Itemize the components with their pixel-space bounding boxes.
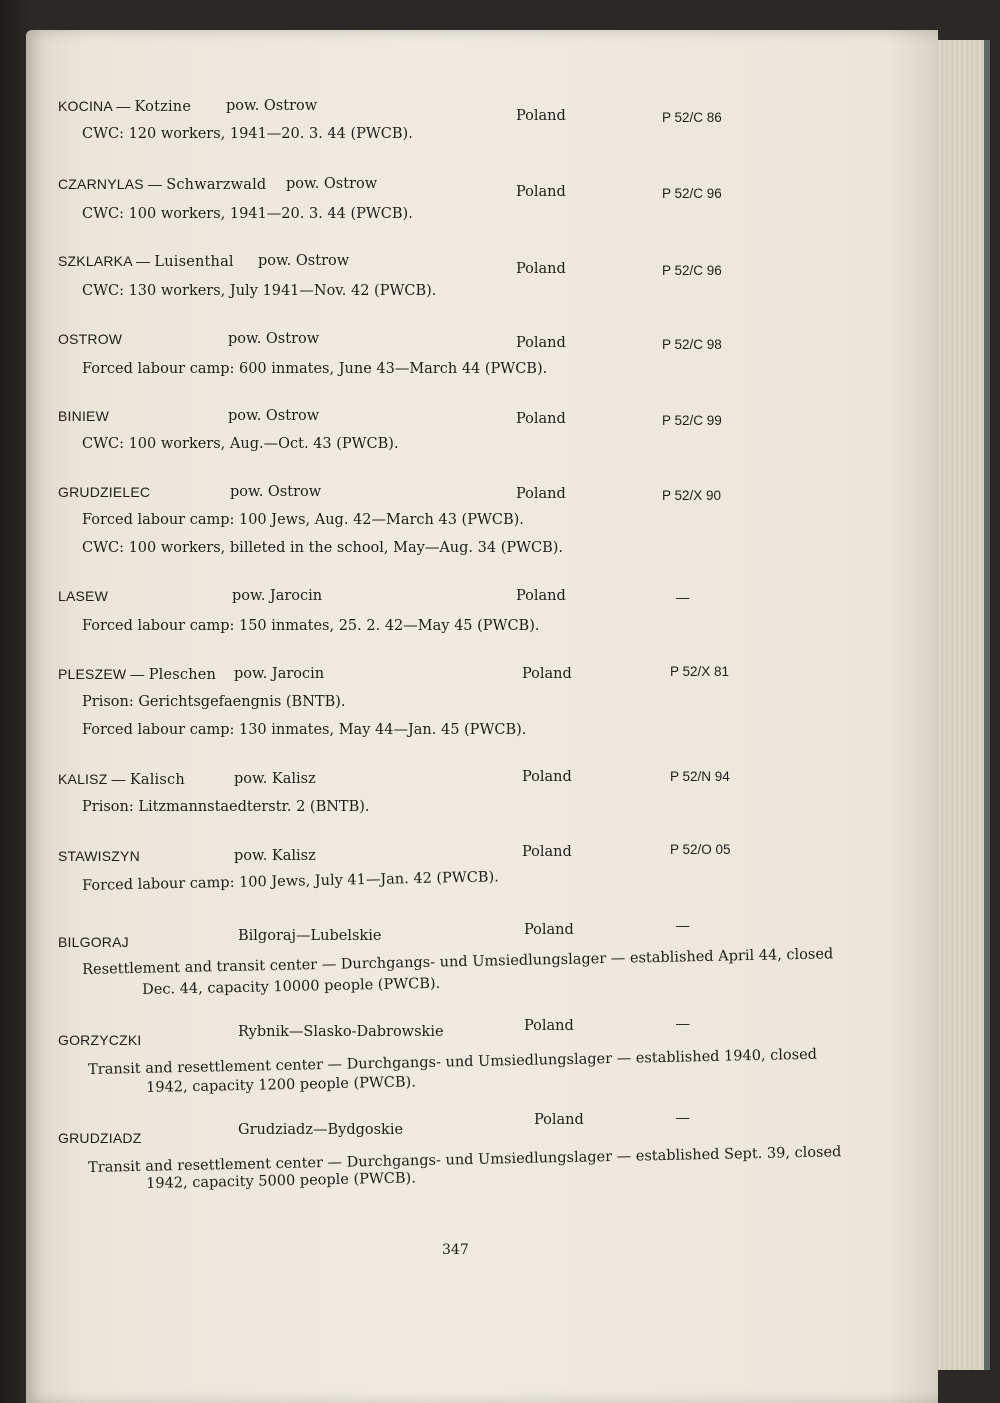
map-ref: — (676, 1110, 690, 1125)
district: pow. Ostrow (228, 408, 320, 424)
entry-line: CWC: 100 workers, billeted in the school, May—Aug. 34 (PWCB). (82, 540, 564, 556)
country: Poland (516, 588, 566, 604)
district: pow. Ostrow (258, 253, 350, 269)
entry-continuation: 1942, capacity 5000 people (PWCB). (146, 1170, 417, 1192)
place-name: GRUDZIADZ (58, 1130, 142, 1146)
entry-continuation: 1942, capacity 1200 people (PWCB). (146, 1074, 417, 1096)
district: pow. Ostrow (230, 484, 322, 500)
country: Poland (522, 769, 572, 785)
page-number: 347 (442, 1242, 469, 1258)
country: Poland (516, 411, 566, 427)
entry-line: Prison: Litzmannstaedterstr. 2 (BNTB). (82, 799, 370, 815)
map-ref: P 52/C 96 (662, 263, 722, 278)
entry-line: Forced labour camp: 150 inmates, 25. 2. 42—May 45 (PWCB). (82, 618, 540, 634)
place-name: STAWISZYN (58, 848, 140, 864)
place-name: OSTROW (58, 331, 123, 347)
entry-line: Forced labour camp: 600 inmates, June 43—March 44 (PWCB). (82, 361, 548, 377)
place-name: PLESZEW — Pleschen (58, 666, 217, 683)
entry-line: Forced labour camp: 100 Jews, Aug. 42—March 43 (PWCB). (82, 512, 524, 528)
district: pow. Kalisz (234, 771, 316, 787)
district: pow. Ostrow (286, 176, 378, 192)
place-name: KALISZ — Kalisch (58, 771, 185, 788)
country: Poland (524, 1018, 574, 1034)
place-name: KOCINA — Kotzine (58, 98, 192, 115)
entry-line: Forced labour camp: 100 Jews, July 41—Jan. 42 (PWCB). (82, 869, 499, 894)
district: Grudziadz—Bydgoskie (238, 1122, 404, 1138)
page-stack-edge (936, 40, 990, 1370)
place-name: SZKLARKA — Luisenthal (58, 253, 234, 270)
district: Bilgoraj—Lubelskie (238, 928, 382, 944)
entry-line: Transit and resettlement center — Durchgangs- und Umsiedlungslager — established Sept. 39, closed (88, 1144, 842, 1176)
entry-line: CWC: 130 workers, July 1941—Nov. 42 (PWCB). (82, 283, 437, 299)
country: Poland (516, 184, 566, 200)
map-ref: P 52/C 86 (662, 110, 722, 125)
entry-line: CWC: 100 workers, Aug.—Oct. 43 (PWCB). (82, 436, 399, 452)
country: Poland (516, 108, 566, 124)
map-ref: P 52/C 99 (662, 413, 722, 428)
district: Rybnik—Slasko-Dabrowskie (238, 1024, 444, 1040)
place-name: BINIEW (58, 408, 109, 424)
map-ref: P 52/C 96 (662, 186, 722, 201)
map-ref: — (676, 590, 690, 605)
country: Poland (522, 844, 572, 860)
map-ref: P 52/C 98 (662, 337, 722, 352)
place-name: BILGORAJ (58, 934, 129, 950)
country: Poland (516, 261, 566, 277)
document-page (26, 30, 938, 1403)
district: pow. Ostrow (226, 98, 318, 114)
district: pow. Ostrow (228, 331, 320, 347)
country: Poland (522, 666, 572, 682)
map-ref: — (676, 1016, 690, 1031)
entry-line: Transit and resettlement center — Durchgangs- und Umsiedlungslager — established 1940, closed (88, 1046, 818, 1078)
entry-line: CWC: 120 workers, 1941—20. 3. 44 (PWCB). (82, 126, 413, 142)
place-name: CZARNYLAS — Schwarzwald (58, 176, 267, 193)
district: pow. Kalisz (234, 848, 316, 864)
entry-line: Prison: Gerichtsgefaengnis (BNTB). (82, 694, 346, 710)
entry-line: Forced labour camp: 130 inmates, May 44—Jan. 45 (PWCB). (82, 722, 527, 738)
entry-line: Resettlement and transit center — Durchgangs- und Umsiedlungslager — established April 44, closed (82, 946, 834, 978)
map-ref: P 52/O 05 (670, 842, 731, 857)
country: Poland (516, 486, 566, 502)
country: Poland (524, 922, 574, 938)
place-name: GRUDZIELEC (58, 484, 151, 500)
district: pow. Jarocin (232, 588, 323, 604)
place-name: GORZYCZKI (58, 1032, 142, 1048)
map-ref: P 52/X 90 (662, 488, 722, 503)
district: pow. Jarocin (234, 666, 325, 682)
country: Poland (534, 1112, 584, 1128)
place-name: LASEW (58, 588, 109, 604)
entry-line: CWC: 100 workers, 1941—20. 3. 44 (PWCB). (82, 206, 413, 222)
map-ref: P 52/X 81 (670, 664, 730, 679)
map-ref: P 52/N 94 (670, 769, 730, 784)
country: Poland (516, 335, 566, 351)
entry-continuation: Dec. 44, capacity 10000 people (PWCB). (142, 975, 441, 998)
map-ref: — (676, 918, 690, 933)
